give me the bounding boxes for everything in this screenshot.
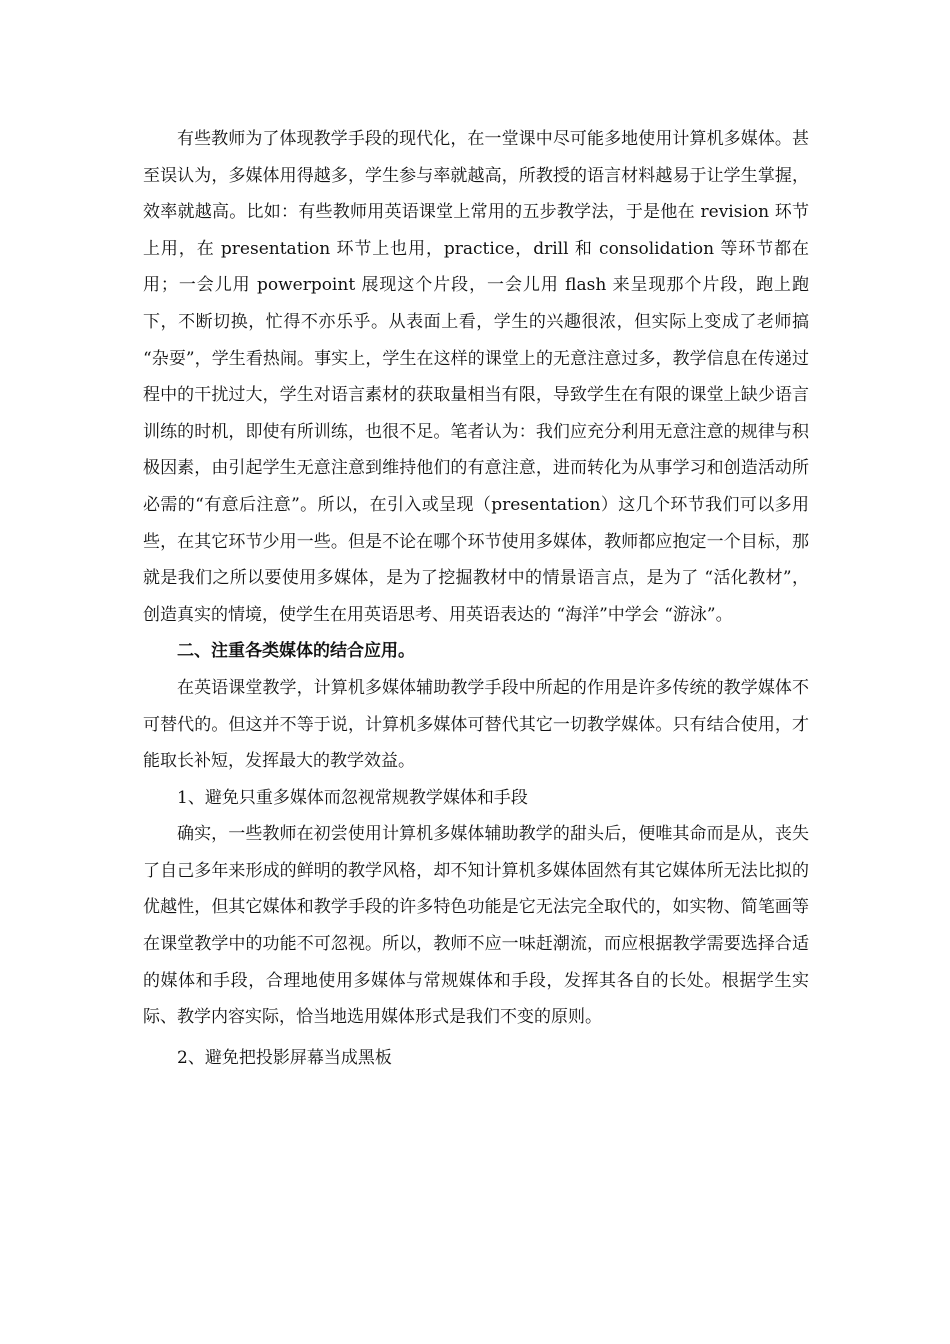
paragraph-conventional-media: 确实，一些教师在初尝使用计算机多媒体辅助教学的甜头后，便唯其命而是从，丧失了自己多年来形成的鲜明的教学风格，却不知计算机多媒体固然有其它媒体所无法比拟的优越性，但其它媒体和教学手段的许多特色功能是它无法完全取代的，如实物、简笔画等在课堂教学中的功能不可忽视。所以，教师不应一味赶潮流，而应根据教学需要选择合适的媒体和手段，合理地使用多媒体与常规媒体和手段，发挥其各自的长处。根据学生实际、教学内容实际，恰当地选用媒体形式是我们不变的原则。 <box>143 824 809 1028</box>
paragraph-multimedia-overuse: 有些教师为了体现教学手段的现代化，在一堂课中尽可能多地使用计算机多媒体。甚至误认为，多媒体用得越多，学生参与率就越高，所教授的语言材料越易于让学生掌握，效率就越高。比如：有些教师用英语课堂上常用的五步教学法，于是他在 revision 环节上用，在 presentation 环节上也用，practice，drill 和 consolidation 等环节都在用；一会儿用 powerpoint 展现这个片段，一会儿用 flash 来呈现那个片段，跑上跑下，不断切换，忙得不亦乐乎。从表面上看，学生的兴趣很浓，但实际上变成了老师搞 “杂耍”，学生看热闹。事实上，学生在这样的课堂上的无意注意过多，教学信息在传递过程中的干扰过大，学生对语言素材的获取量相当有限，导致学生在有限的课堂上缺少语言训练的时机，即使有所训练，也很不足。笔者认为：我们应充分利用无意注意的规律与积极因素，由引起学生无意注意到维持他们的有意注意，进而转化为从事学习和创造活动所必需的“有意后注意”。所以，在引入或呈现（presentation）这几个环节我们可以多用些，在其它环节少用一些。但是不论在哪个环节使用多媒体，教师都应抱定一个目标，那就是我们之所以要使用多媒体，是为了挖掘教材中的情景语言点，是为了 “活化教材”，创造真实的情境，使学生在用英语思考、用英语表达的 “海洋”中学会 “游泳”。 <box>143 129 809 625</box>
subheading-avoid-neglect-conventional-media: 1、避免只重多媒体而忽视常规教学媒体和手段 <box>177 787 528 808</box>
subheading-avoid-screen-as-blackboard: 2、避免把投影屏幕当成黑板 <box>177 1047 392 1068</box>
paragraph-media-combination: 在英语课堂教学，计算机多媒体辅助教学手段中所起的作用是许多传统的教学媒体不可替代的。但这并不等于说，计算机多媒体可替代其它一切教学媒体。只有结合使用，才能取长补短，发挥最大的教学效益。 <box>143 677 809 772</box>
section-heading-media-combination: 二、注重各类媒体的结合应用。 <box>177 641 415 662</box>
document-body <box>143 121 809 1076</box>
